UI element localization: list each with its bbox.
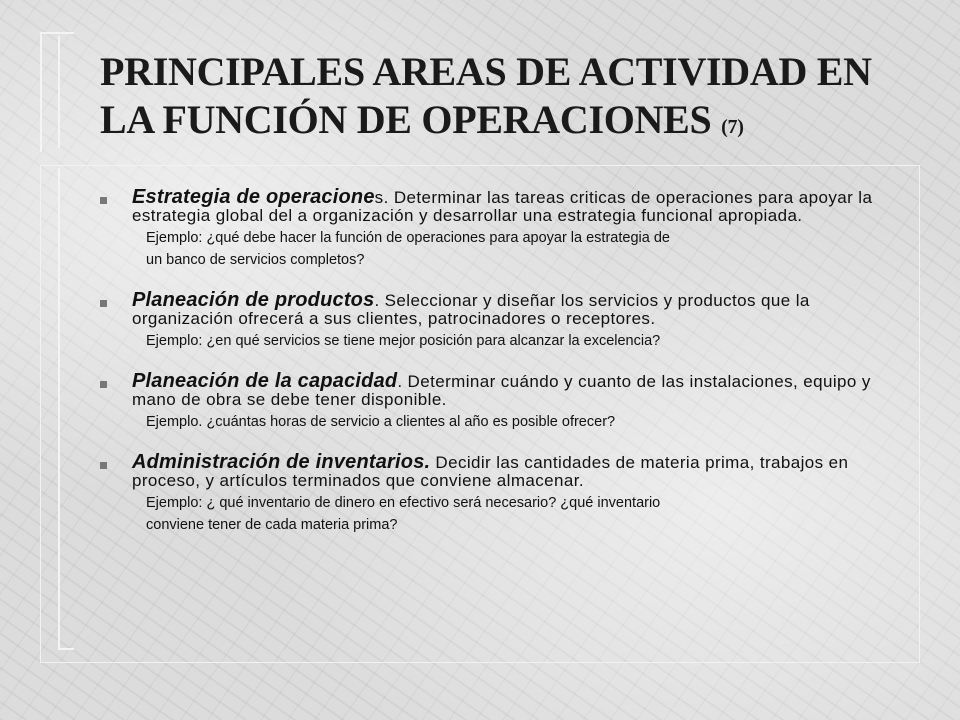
list-item-productos xyxy=(100,291,890,352)
list-item-estrategia xyxy=(100,188,890,271)
item-heading: Planeación de productos xyxy=(132,289,375,311)
item-description: s. Determinar las tareas criticas de operaciones para apoyar la estrategia global del a organización y desarrollar una estrategia funcional apropiada. xyxy=(132,188,873,225)
item-example xyxy=(146,492,890,536)
item-example xyxy=(146,330,890,352)
slide-title-text: PRINCIPALES AREAS DE ACTIVIDAD EN LA FUNCIÓN DE OPERACIONES xyxy=(100,49,872,142)
item-example xyxy=(146,227,890,271)
item-main-text xyxy=(132,372,890,409)
item-heading: Administración de inventarios. xyxy=(132,451,431,473)
list-item-capacidad xyxy=(100,372,890,433)
item-heading: Planeación de la capacidad xyxy=(132,370,398,392)
item-heading: Estrategia de operacione xyxy=(132,186,375,208)
item-example xyxy=(146,411,890,433)
item-main-text xyxy=(132,188,890,225)
bullet-square-icon xyxy=(100,462,107,469)
item-example-line: Ejemplo: ¿en qué servicios se tiene mejor posición para alcanzar la excelencia? xyxy=(146,333,661,349)
list-item-inventarios xyxy=(100,453,890,536)
title-frame-inner-line xyxy=(58,36,74,148)
item-description: . Determinar cuándo y cuanto de las instalaciones, equipo y mano de obra se debe tener disponible. xyxy=(132,372,871,409)
item-example-line: Ejemplo: ¿ qué inventario de dinero en efectivo será necesario? ¿qué inventario xyxy=(146,495,661,511)
item-example-line: Ejemplo. ¿cuántas horas de servicio a clientes al año es posible ofrecer? xyxy=(146,414,616,430)
slide-title-suffix: (7) xyxy=(721,116,744,138)
content-left-bar xyxy=(58,168,74,650)
slide-title xyxy=(100,48,920,151)
bullet-list xyxy=(100,188,890,556)
item-description: Decidir las cantidades de materia prima, trabajos en proceso, y artículos terminados que conviene almacenar. xyxy=(132,453,849,490)
bullet-square-icon xyxy=(100,300,107,307)
bullet-square-icon xyxy=(100,197,107,204)
bullet-square-icon xyxy=(100,381,107,388)
item-description: . Seleccionar y diseñar los servicios y productos que la organización ofrecerá a sus clientes, patrocinadores o receptores. xyxy=(132,291,810,328)
item-example-line: Ejemplo: ¿qué debe hacer la función de operaciones para apoyar la estrategia de xyxy=(146,230,670,246)
item-example-line: conviene tener de cada materia prima? xyxy=(146,517,398,533)
item-main-text xyxy=(132,291,890,328)
item-main-text xyxy=(132,453,890,490)
item-example-line: un banco de servicios completos? xyxy=(146,252,365,268)
